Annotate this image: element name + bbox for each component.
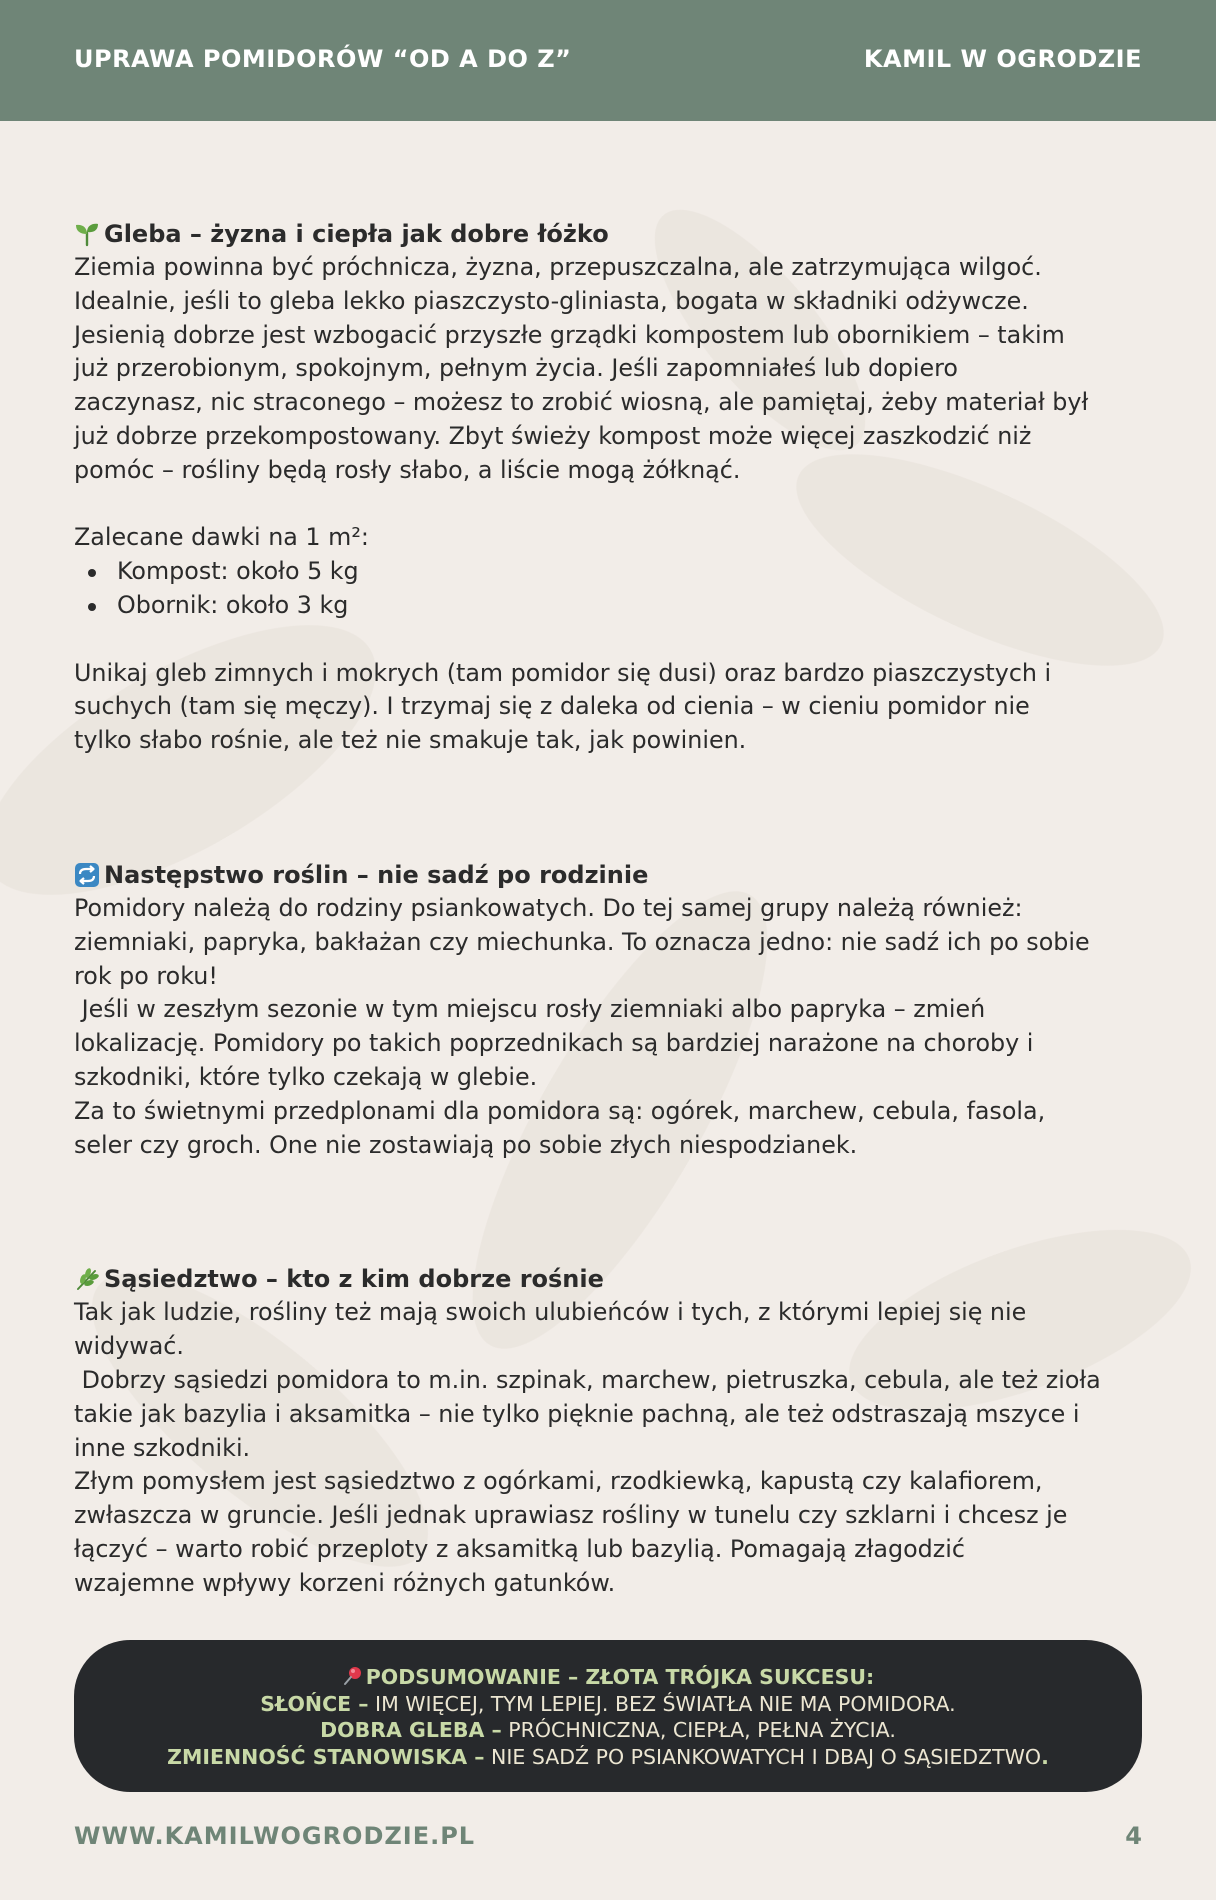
page-number: 4 — [1125, 1822, 1142, 1850]
paragraph-line: Ziemia powinna być próchnicza, żyzna, przepuszczalna, ale zatrzymująca wilgoć. — [74, 253, 1042, 281]
paragraph-line: już dobrze przekompostowany. Zbyt świeży kompost może więcej zaszkodzić niż — [74, 421, 1032, 450]
paragraph-line: zaczynasz, nic straconego – możesz to zrobić wiosną, ale pamiętaj, żeby materiał był — [74, 388, 1089, 417]
paragraph-line: pomóc – rośliny będą rosły słabo, a liście mogą żółknąć. — [74, 455, 741, 484]
seedling-icon — [74, 221, 100, 247]
paragraph-line: Unikaj gleb zimnych i mokrych (tam pomidor się dusi) oraz bardzo piaszczystych i — [74, 658, 1052, 687]
section-heading-gleba — [74, 217, 1154, 251]
paragraph-line: suchych (tam się męczy). I trzymaj się z daleka od cienia – w cieniu pomidor nie — [74, 692, 1030, 721]
herb-icon — [74, 1266, 100, 1292]
paragraph-line: Jeśli w zeszłym sezonie w tym miejscu rosły ziemniaki albo papryka – zmień — [74, 995, 986, 1024]
paragraph-line: takie jak bazylia i aksamitka – nie tylko pięknie pachną, ale też odstraszają mszyce i — [74, 1399, 1080, 1428]
paragraph-line: Za to świetnymi przedplonami dla pomidora są: ogórek, marchew, cebula, fasola, — [74, 1096, 1046, 1125]
paragraph-line: łączyć – warto robić przeploty z aksamitką lub bazylią. Pomagają złagodzić — [74, 1534, 965, 1563]
summary-item — [74, 1717, 1142, 1744]
pushpin-icon — [342, 1665, 364, 1687]
summary-item-label: DOBRA GLEBA – — [320, 1718, 502, 1742]
paragraph-line: tylko słabo rośnie, ale też nie smakuje tak, jak powinien. — [74, 726, 747, 755]
summary-title-line — [74, 1664, 1142, 1691]
list-item: Obornik: około 3 kg — [117, 589, 1154, 623]
website-link[interactable]: WWW.KAMILWOGRODZIE.PL — [74, 1822, 476, 1850]
list-item: Kompost: około 5 kg — [117, 555, 1154, 589]
summary-item-text: NIE SADŹ PO PSIANKOWATYCH I DBAJ O SĄSIEDZTWO — [484, 1744, 1042, 1769]
paragraph-line: już przerobionym, spokojnym, pełnym życia. Jeśli zapomniałeś lub dopiero — [74, 354, 958, 383]
summary-title: PODSUMOWANIE – ZŁOTA TRÓJKA SUKCESU: — [365, 1665, 875, 1689]
summary-item — [74, 1744, 1142, 1771]
summary-item — [74, 1691, 1142, 1718]
section-heading-sasiedztwo — [74, 1262, 1154, 1296]
section-heading-text: Sąsiedztwo – kto z kim dobrze rośnie — [104, 1265, 604, 1294]
brand-name: KAMIL W OGRODZIE — [863, 45, 1142, 73]
summary-item-text: IM WIĘCEJ, TYM LEPIEJ. BEZ ŚWIATŁA NIE MA POMIDORA. — [368, 1691, 956, 1716]
paragraph-line: lokalizację. Pomidory po takich poprzednikach są bardziej narażone na choroby i — [74, 1029, 1034, 1058]
paragraph-line: rok po roku! — [74, 961, 218, 990]
paragraph-line: wzajemne wpływy korzeni różnych gatunków. — [74, 1568, 616, 1597]
summary-item-text: PRÓCHNICZNA, CIEPŁA, PEŁNA ŻYCIA. — [501, 1718, 896, 1742]
main-content — [74, 217, 1154, 1601]
paragraph-line: zwłaszcza w gruncie. Jeśli jednak uprawiasz rośliny w tunelu czy szklarni i chcesz je — [74, 1501, 1068, 1530]
paragraph-line: Jesienią dobrze jest wzbogacić przyszłe grządki kompostem lub obornikiem – takim — [74, 320, 1065, 349]
paragraph-line: szkodniki, które tylko czekają w glebie. — [74, 1062, 538, 1091]
paragraph-line: Pomidory należą do rodziny psiankowatych. Do tej samej grupy należą również: — [74, 893, 1023, 922]
paragraph-line: inne szkodniki. — [74, 1433, 251, 1462]
paragraph-line: Tak jak ludzie, rośliny też mają swoich ulubieńców i tych, z którymi lepiej się nie — [74, 1298, 1027, 1327]
summary-item-label: ZMIENNOŚĆ STANOWISKA – — [167, 1744, 485, 1769]
summary-item-label: SŁOŃCE – — [260, 1691, 369, 1716]
page-header — [0, 0, 1216, 121]
paragraph-line: seler czy groch. One nie zostawiają po sobie złych niespodzianek. — [74, 1130, 858, 1159]
paragraph-line: Idealnie, jeśli to gleba lekko piaszczysto-gliniasta, bogata w składniki odżywcze. — [74, 286, 1029, 315]
paragraph-line: Dobrzy sąsiedzi pomidora to m.in. szpinak, marchew, pietruszka, cebula, ale też zioła — [74, 1365, 1101, 1394]
paragraph-line: widywać. — [74, 1332, 184, 1361]
doses-list — [74, 555, 1154, 623]
doses-intro: Zalecane dawki na 1 m²: — [74, 523, 369, 552]
section-heading-text: Gleba – żyzna i ciepła jak dobre łóżko — [104, 220, 609, 248]
paragraph-line: Złym pomysłem jest sąsiedztwo z ogórkami, rzodkiewką, kapustą czy kalafiorem, — [74, 1467, 1043, 1496]
rotate-arrows-icon — [74, 862, 100, 888]
summary-box — [74, 1640, 1142, 1792]
paragraph-line: ziemniaki, papryka, bakłażan czy miechunka. To oznacza jedno: nie sadź ich po sobie — [74, 927, 1090, 956]
section-heading-text: Następstwo roślin – nie sadź po rodzinie — [104, 860, 649, 889]
section-heading-nastepstwo — [74, 858, 1154, 892]
summary-item-end: . — [1041, 1744, 1049, 1769]
document-title: UPRAWA POMIDORÓW “OD A DO Z” — [74, 45, 572, 73]
